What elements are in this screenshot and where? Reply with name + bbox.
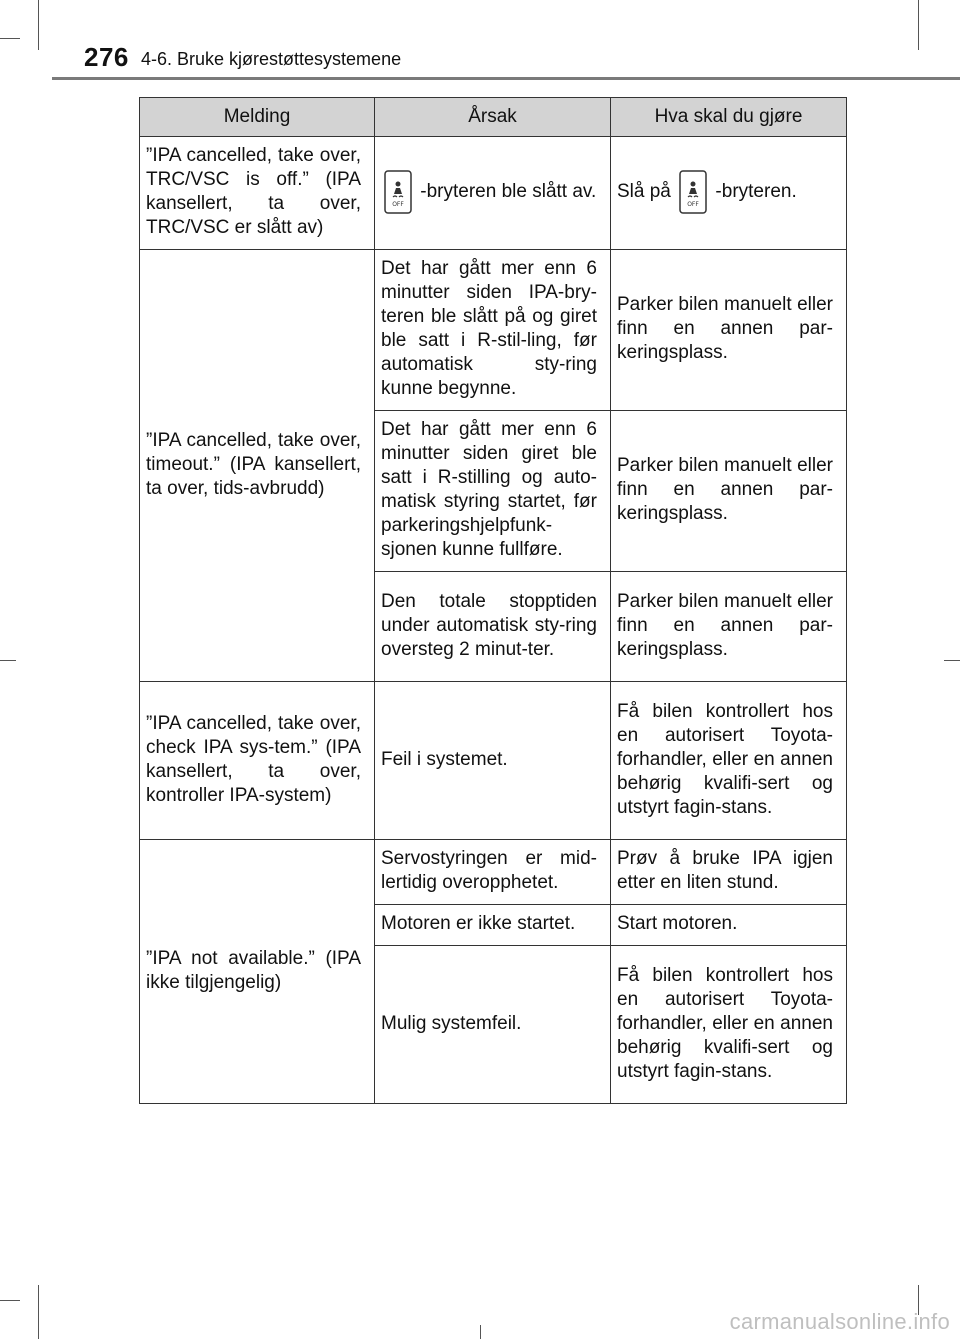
switch-icon-label: OFF bbox=[392, 201, 404, 208]
table-row bbox=[140, 250, 847, 411]
table-row bbox=[140, 137, 847, 250]
cause-cell: Det har gått mer enn 6 minutter siden IPA-bry-teren ble slått på og giret ble satt i R-stil-ling, før automatisk sty-ring kunne begynne. bbox=[375, 250, 611, 411]
crop-mark bbox=[944, 660, 960, 661]
action-cell: Få bilen kontrollert hos en autorisert Toyota-forhandler, eller en annen behørig kvalifi-sert og utstyrt fagin-stans. bbox=[611, 682, 847, 840]
table-header-row bbox=[140, 98, 847, 137]
crop-mark bbox=[918, 0, 919, 50]
crop-mark bbox=[38, 1285, 39, 1339]
column-header-message: Melding bbox=[140, 98, 375, 137]
cause-cell: Mulig systemfeil. bbox=[375, 946, 611, 1104]
message-cell: ”IPA cancelled, take over, timeout.” (IPA kansellert, ta over, tids-avbrudd) bbox=[140, 250, 375, 682]
action-cell: Start motoren. bbox=[611, 905, 847, 946]
crop-mark bbox=[38, 0, 39, 50]
cause-cell: Den totale stopptiden under automatisk sty-ring oversteg 2 minut-ter. bbox=[375, 572, 611, 682]
action-cell: Prøv å bruke IPA igjen etter en liten stund. bbox=[611, 840, 847, 905]
action-cell: Få bilen kontrollert hos en autorisert Toyota-forhandler, eller en annen behørig kvalifi-sert og utstyrt fagin-stans. bbox=[611, 946, 847, 1104]
action-cell bbox=[611, 137, 847, 250]
action-text-suffix: -bryteren. bbox=[710, 181, 797, 203]
message-table bbox=[139, 97, 847, 1104]
cause-text: -bryteren ble slått av. bbox=[415, 181, 597, 203]
cause-cell: Servostyringen er mid-lertidig overopphetet. bbox=[375, 840, 611, 905]
message-cell: ”IPA cancelled, take over, TRC/VSC is off.” (IPA kansellert, ta over, TRC/VSC er slått av) bbox=[140, 137, 375, 250]
column-header-cause: Årsak bbox=[375, 98, 611, 137]
page-number: 276 bbox=[84, 42, 129, 72]
action-cell: Parker bilen manuelt eller finn en annen par-keringsplass. bbox=[611, 572, 847, 682]
trc-vsc-off-switch-icon bbox=[676, 170, 710, 214]
cause-cell: Feil i systemet. bbox=[375, 682, 611, 840]
switch-icon-label: OFF bbox=[687, 201, 699, 208]
cause-cell bbox=[375, 137, 611, 250]
message-cell: ”IPA not available.” (IPA ikke tilgjengelig) bbox=[140, 840, 375, 1104]
action-text-prefix: Slå på bbox=[617, 181, 677, 203]
crop-mark bbox=[0, 38, 20, 39]
watermark: carmanualsonline.info bbox=[729, 1309, 950, 1334]
cause-cell: Motoren er ikke startet. bbox=[375, 905, 611, 946]
message-cell: ”IPA cancelled, take over, check IPA sys-tem.” (IPA kansellert, ta over, kontroller IPA-system) bbox=[140, 682, 375, 840]
table-row bbox=[140, 840, 847, 905]
crop-mark bbox=[480, 1325, 481, 1339]
crop-mark bbox=[0, 660, 16, 661]
trc-vsc-off-switch-icon bbox=[381, 170, 415, 214]
action-cell: Parker bilen manuelt eller finn en annen par-keringsplass. bbox=[611, 250, 847, 411]
section-title: 4-6. Bruke kjørestøttesystemene bbox=[141, 49, 402, 69]
table-row bbox=[140, 682, 847, 840]
cause-cell: Det har gått mer enn 6 minutter siden giret ble satt i R-stilling og auto-matisk styring startet, før parkeringshjelpfunk-sjonen kunne fullføre. bbox=[375, 411, 611, 572]
crop-mark bbox=[0, 1300, 20, 1301]
header-divider bbox=[52, 77, 960, 80]
action-cell: Parker bilen manuelt eller finn en annen par-keringsplass. bbox=[611, 411, 847, 572]
column-header-action: Hva skal du gjøre bbox=[611, 98, 847, 137]
